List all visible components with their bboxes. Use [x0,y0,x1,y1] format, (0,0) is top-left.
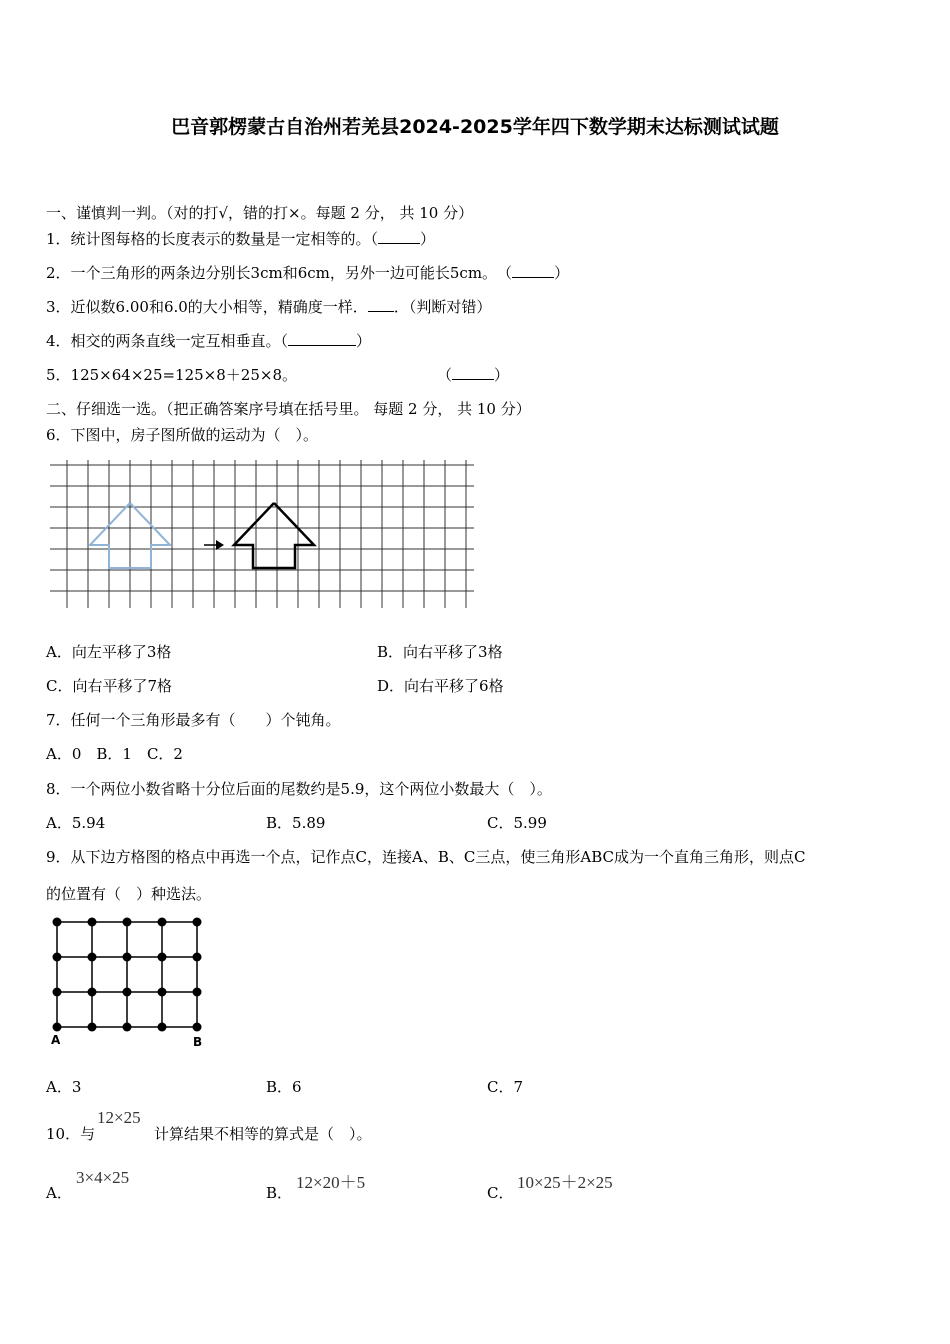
answer-blank-5[interactable] [452,379,494,380]
question-2: 2．一个三角形的两条边分别长3cm和6cm，另外一边可能长5cm。 （ ） [46,264,570,282]
q10-option-c[interactable]: C． [487,1184,514,1202]
section2-header: 二、仔细选一选。（把正确答案序号填在括号里。 每题 2 分， 共 10 分） [46,400,531,418]
question-9-line-1: 9．从下边方格图的格点中再选一个点，记作点C，连接A、B、C三点，使三角形ABC成为一个直角三角形，则点C [46,848,806,866]
q6-option-d[interactable]: D．向右平移了6格 [377,677,504,695]
question-10-suffix: 计算结果不相等的算式是（ ）。 [154,1125,372,1143]
question-5: 5．125×64×25=125×8＋25×8。 （ ） [46,366,510,384]
house-grid-figure [46,458,478,610]
q8-option-c[interactable]: C．5.99 [487,814,547,832]
question-10-expression: 12×25 [97,1108,141,1127]
answer-blank-1[interactable] [378,243,420,244]
q7-options[interactable]: A．0 B．1 C．2 [46,745,183,763]
q9-option-c[interactable]: C．7 [487,1078,524,1096]
answer-blank-2[interactable] [512,277,554,278]
question-3: 3．近似数6.00和6.0的大小相等，精确度一样． ．（判断对错） [46,298,492,316]
question-10-prefix: 10．与 [46,1125,96,1143]
question-8: 8．一个两位小数省略十分位后面的尾数约是5.9，这个两位小数最大（ ）。 [46,780,552,798]
q10-option-c-expression[interactable]: 10×25＋2×25 [517,1173,613,1192]
q6-option-a[interactable]: A．向左平移了3格 [46,643,172,661]
section1-header: 一、谨慎判一判。（对的打√，错的打×。每题 2 分， 共 10 分） [46,204,474,222]
q8-option-b[interactable]: B．5.89 [266,814,326,832]
question-7: 7．任何一个三角形最多有（ ）个钝角。 [46,711,341,729]
point-b-label: B [193,1035,203,1049]
question-9-line-2: 的位置有（ ）种选法。 [46,885,212,903]
question-6: 6．下图中，房子图所做的运动为（ ）。 [46,426,319,444]
answer-blank-3[interactable] [368,311,394,312]
point-a-label: A [51,1033,61,1047]
question-1: 1．统计图每格的长度表示的数量是一定相等的。（ ） [46,230,436,248]
q10-option-a-expression[interactable]: 3×4×25 [76,1168,130,1187]
q9-option-a[interactable]: A．3 [46,1078,82,1096]
translated-house-shape [234,503,314,568]
q8-option-a[interactable]: A．5.94 [46,814,106,832]
q10-option-a[interactable]: A． [46,1184,72,1202]
q6-option-c[interactable]: C．向右平移了7格 [46,677,173,695]
q10-option-b-expression[interactable]: 12×20＋5 [296,1173,366,1192]
question-4: 4．相交的两条直线一定互相垂直。（ ） [46,332,372,350]
answer-blank-4[interactable] [288,345,356,346]
dot-grid-figure [44,914,214,1050]
q10-option-b[interactable]: B． [266,1184,293,1202]
q6-option-b[interactable]: B．向右平移了3格 [377,643,503,661]
q9-option-b[interactable]: B．6 [266,1078,302,1096]
page-title: 巴音郭楞蒙古自治州若羌县2024-2025学年四下数学期末达标测试试题 [171,116,779,138]
